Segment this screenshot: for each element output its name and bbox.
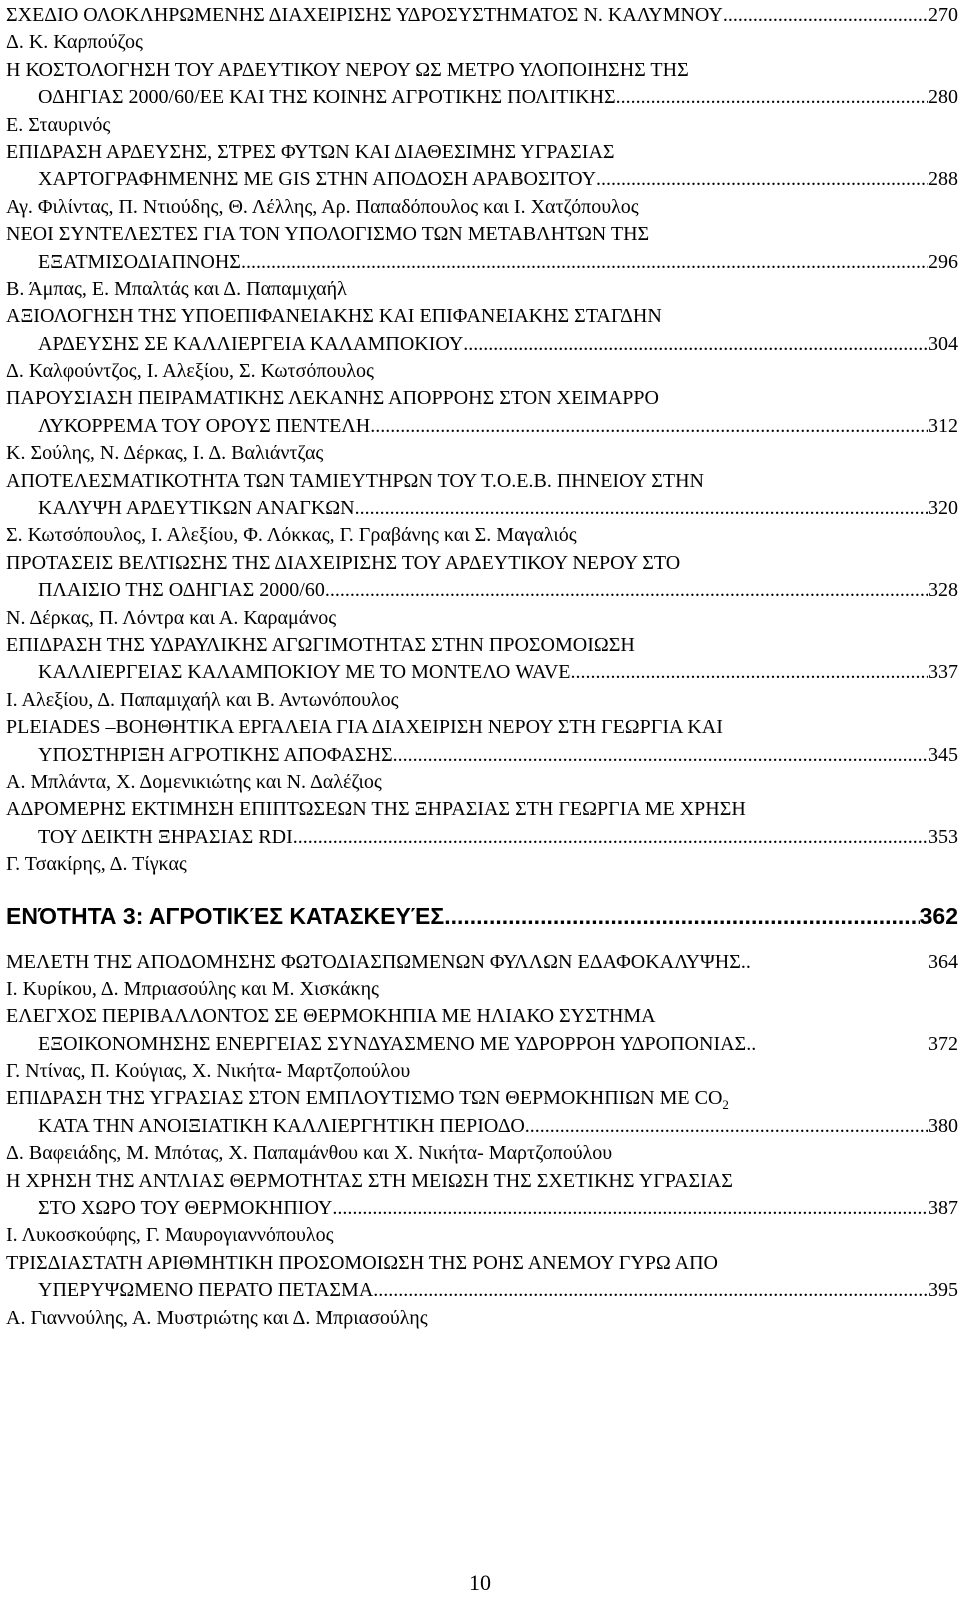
dot-leader bbox=[355, 495, 928, 522]
toc-page-number: 296 bbox=[928, 250, 958, 273]
toc-entry-line[interactable] bbox=[6, 166, 958, 193]
toc-page-number: 280 bbox=[928, 86, 958, 109]
toc-entry-title: ΚΑΤΑ ΤΗΝ ΑΝΟΙΞΙΑΤΙΚΗ ΚΑΛΛΙΕΡΓΗΤΙΚΗ ΠΕΡΙΟΔΟ bbox=[38, 1114, 525, 1137]
toc-authors: Β. Άμπας, Ε. Μπαλτάς και Δ. Παπαμιχαήλ bbox=[6, 277, 347, 300]
toc-entry-title: ΕΞΟΙΚΟΝΟΜΗΣΗΣ ΕΝΕΡΓΕΙΑΣ ΣΥΝΔΥΑΣΜΕΝΟ ΜΕ ΥΔΡΟΡΡΟΗ ΥΔΡΟΠΟΝΙΑΣ bbox=[38, 1032, 747, 1055]
toc-authors: Ι. Λυκοσκούφης, Γ. Μαυρογιαννόπουλος bbox=[6, 1224, 334, 1247]
dot-leader bbox=[370, 413, 928, 440]
toc-title-line[interactable]: PLEIADES –ΒΟΗΘΗΤΙΚΑ ΕΡΓΑΛΕΙΑ ΓΙΑ ΔΙΑΧΕΙΡΙΣΗ ΝΕΡΟΥ ΣΤΗ ΓΕΩΡΓΙΑ ΚΑΙ bbox=[6, 716, 723, 739]
toc-entry-title: ΜΕΛΕΤΗ ΤΗΣ ΑΠΟΔΟΜΗΣΗΣ ΦΩΤΟΔΙΑΣΠΩΜΕΝΩΝ ΦΥΛΛΩΝ ΕΔΑΦΟΚΑΛΥΨΗΣ bbox=[6, 950, 741, 973]
dot-leader bbox=[571, 659, 928, 686]
dot-leader bbox=[393, 742, 928, 769]
toc-entry-line[interactable] bbox=[6, 742, 958, 769]
table-of-contents bbox=[6, 2, 958, 1332]
toc-authors: Α. Μπλάντα, Χ. Δομενικιώτης και Ν. Δαλέζιος bbox=[6, 770, 382, 793]
toc-title-line[interactable]: ΑΔΡΟΜΕΡΗΣ ΕΚΤΙΜΗΣΗ ΕΠΙΠΤΩΣΕΩΝ ΤΗΣ ΞΗΡΑΣΙΑΣ ΣΤΗ ΓΕΩΡΓΙΑ ΜΕ ΧΡΗΣΗ bbox=[6, 798, 746, 821]
toc-entry-line[interactable] bbox=[6, 495, 958, 522]
toc-entry-line[interactable] bbox=[6, 1277, 958, 1304]
toc-page-number: 270 bbox=[928, 4, 958, 26]
toc-part-2a bbox=[6, 949, 958, 1086]
toc-authors: Σ. Κωτσόπουλος, Ι. Αλεξίου, Φ. Λόκκας, Γ. Γραβάνης και Σ. Μαγαλιός bbox=[6, 524, 577, 547]
toc-authors: Δ. Βαφειάδης, Μ. Μπότας, Χ. Παπαμάνθου και Χ. Νικήτα- Μαρτζοπούλου bbox=[6, 1142, 613, 1165]
toc-entry-line[interactable] bbox=[6, 2, 958, 29]
toc-entry-title: ΕΞΑΤΜΙΣΟΔΙΑΠΝΟΗΣ bbox=[38, 250, 241, 273]
toc-authors: Γ. Τσακίρης, Δ. Τίγκας bbox=[6, 853, 187, 876]
dot-leader bbox=[332, 1195, 928, 1222]
toc-page-number: 372 bbox=[928, 1032, 958, 1055]
toc-entry-title: ΑΡΔΕΥΣΗΣ ΣΕ ΚΑΛΛΙΕΡΓΕΙΑ ΚΑΛΑΜΠΟΚΙΟΥ bbox=[38, 332, 464, 355]
dot-leader bbox=[325, 577, 928, 604]
dot-leader bbox=[596, 166, 928, 193]
toc-entry-line[interactable] bbox=[6, 331, 958, 358]
toc-authors: Γ. Ντίνας, Π. Κούγιας, Χ. Νικήτα- Μαρτζοπούλου bbox=[6, 1060, 411, 1083]
toc-title-line[interactable]: Η ΧΡΗΣΗ ΤΗΣ ΑΝΤΛΙΑΣ ΘΕΡΜΟΤΗΤΑΣ ΣΤΗ ΜΕΙΩΣΗ ΤΗΣ ΣΧΕΤΙΚΗΣ ΥΓΡΑΣΙΑΣ bbox=[6, 1169, 733, 1192]
toc-part-2b bbox=[6, 1113, 958, 1332]
dot-leader bbox=[463, 331, 928, 358]
toc-authors: Ν. Δέρκας, Π. Λόντρα και Α. Καραμάνος bbox=[6, 606, 337, 629]
toc-title-line[interactable] bbox=[6, 1085, 958, 1112]
dot-leader bbox=[293, 824, 928, 851]
section-heading[interactable] bbox=[6, 901, 958, 931]
toc-authors: Α. Γιαννούλης, Α. Μυστριώτης και Δ. Μπριασούλης bbox=[6, 1306, 428, 1329]
dot-leader bbox=[746, 1031, 928, 1058]
dot-leader bbox=[616, 84, 928, 111]
toc-page-number: 288 bbox=[928, 168, 958, 191]
toc-entry-title: ΥΠΟΣΤΗΡΙΞΗ ΑΓΡΟΤΙΚΗΣ ΑΠΟΦΑΣΗΣ bbox=[38, 743, 393, 766]
toc-entry-title: ΧΑΡΤΟΓΡΑΦΗΜΕΝΗΣ ΜΕ GIS ΣΤΗΝ ΑΠΟΔΟΣΗ ΑΡΑΒΟΣΙΤΟΥ bbox=[38, 168, 597, 191]
toc-page-number: 395 bbox=[928, 1279, 958, 1302]
page-number-footer: 10 bbox=[469, 1570, 491, 1595]
toc-page-number: 320 bbox=[928, 497, 958, 520]
toc-authors: Κ. Σούλης, Ν. Δέρκας, Ι. Δ. Βαλιάντζας bbox=[6, 442, 324, 465]
toc-authors: Δ. Κ. Καρπούζος bbox=[6, 31, 143, 54]
toc-entry-title: ΤΟΥ ΔΕΙΚΤΗ ΞΗΡΑΣΙΑΣ RDI bbox=[38, 825, 293, 848]
dot-leader bbox=[525, 1113, 928, 1140]
toc-page-number: 364 bbox=[928, 950, 958, 973]
toc-entry-line[interactable] bbox=[6, 1031, 958, 1058]
dot-leader bbox=[241, 249, 928, 276]
toc-authors: Ι. Κυρίκου, Δ. Μπριασούλης και Μ. Χισκάκης bbox=[6, 977, 379, 1000]
toc-title-line[interactable]: ΤΡΙΣΔΙΑΣΤΑΤΗ ΑΡΙΘΜΗΤΙΚΗ ΠΡΟΣΟΜΟΙΩΣΗ ΤΗΣ ΡΟΗΣ ΑΝΕΜΟΥ ΓΥΡΩ ΑΠΟ bbox=[6, 1251, 718, 1274]
toc-part-1 bbox=[6, 2, 958, 879]
toc-entry-line[interactable] bbox=[6, 949, 958, 976]
toc-title-line[interactable]: ΠΡΟΤΑΣΕΙΣ ΒΕΛΤΙΩΣΗΣ ΤΗΣ ΔΙΑΧΕΙΡΙΣΗΣ ΤΟΥ ΑΡΔΕΥΤΙΚΟΥ ΝΕΡΟΥ ΣΤΟ bbox=[6, 551, 681, 574]
dot-leader bbox=[444, 901, 919, 931]
toc-page-number: 304 bbox=[928, 332, 958, 355]
toc-authors: Αγ. Φιλίντας, Π. Ντιούδης, Θ. Λέλλης, Αρ. Παπαδόπουλος και Ι. Χατζόπουλος bbox=[6, 195, 639, 218]
toc-entry-line[interactable] bbox=[6, 84, 958, 111]
toc-title-line[interactable]: ΕΠΙΔΡΑΣΗ ΤΗΣ ΥΔΡΑΥΛΙΚΗΣ ΑΓΩΓΙΜΟΤΗΤΑΣ ΣΤΗΝ ΠΡΟΣΟΜΟΙΩΣΗ bbox=[6, 633, 635, 656]
toc-entry-title: ΠΛΑΙΣΙΟ ΤΗΣ ΟΔΗΓΙΑΣ 2000/60 bbox=[38, 579, 325, 602]
toc-authors: Δ. Καλφούντζος, Ι. Αλεξίου, Σ. Κωτσόπουλος bbox=[6, 360, 374, 383]
toc-entry-title: ΟΔΗΓΙΑΣ 2000/60/ΕΕ ΚΑΙ ΤΗΣ ΚΟΙΝΗΣ ΑΓΡΟΤΙΚΗΣ ΠΟΛΙΤΙΚΗΣ bbox=[38, 86, 616, 109]
toc-page-number: 312 bbox=[928, 414, 958, 437]
toc-title-line[interactable]: ΝΕΟΙ ΣΥΝΤΕΛΕΣΤΕΣ ΓΙΑ ΤΟΝ ΥΠΟΛΟΓΙΣΜΟ ΤΩΝ ΜΕΤΑΒΛΗΤΩΝ ΤΗΣ bbox=[6, 223, 650, 246]
toc-entry-title: ΣΧΕΔΙΟ ΟΛΟΚΛΗΡΩΜΕΝΗΣ ΔΙΑΧΕΙΡΙΣΗΣ ΥΔΡΟΣΥΣΤΗΜΑΤΟΣ Ν. ΚΑΛΥΜΝΟΥ bbox=[6, 4, 723, 26]
toc-title-line[interactable]: Η ΚΟΣΤΟΛΟΓΗΣΗ ΤΟΥ ΑΡΔΕΥΤΙΚΟΥ ΝΕΡΟΥ ΩΣ ΜΕΤΡΟ ΥΛΟΠΟΙΗΣΗΣ ΤΗΣ bbox=[6, 58, 689, 81]
toc-entry-title: ΛΥΚΟΡΡΕΜΑ ΤΟΥ ΟΡΟΥΣ ΠΕΝΤΕΛΗ bbox=[38, 414, 371, 437]
toc-entry-line[interactable] bbox=[6, 413, 958, 440]
toc-authors: Ι. Αλεξίου, Δ. Παπαμιχαήλ και Β. Αντωνόπουλος bbox=[6, 688, 399, 711]
toc-entry-title: ΣΤΟ ΧΩΡΟ ΤΟΥ ΘΕΡΜΟΚΗΠΙΟΥ bbox=[38, 1197, 333, 1220]
dot-leader bbox=[741, 949, 928, 976]
toc-entry-line[interactable] bbox=[6, 659, 958, 686]
toc-entry-title: ΕΠΙΔΡΑΣΗ ΤΗΣ ΥΓΡΑΣΙΑΣ ΣΤΟΝ ΕΜΠΛΟΥΤΙΣΜΟ ΤΩΝ ΘΕΡΜΟΚΗΠΙΩΝ ΜΕ $CO_2$ bbox=[6, 1087, 729, 1113]
toc-authors: Ε. Σταυρινός bbox=[6, 113, 111, 136]
toc-page-number: 328 bbox=[928, 579, 958, 602]
toc-title-line[interactable]: ΕΛΕΓΧΟΣ ΠΕΡΙΒΑΛΛΟΝΤΟΣ ΣΕ ΘΕΡΜΟΚΗΠΙΑ ΜΕ ΗΛΙΑΚΟ ΣΥΣΤΗΜΑ bbox=[6, 1005, 656, 1028]
toc-entry-title: ΚΑΛΛΙΕΡΓΕΙΑΣ ΚΑΛΑΜΠΟΚΙΟΥ ΜΕ ΤΟ ΜΟΝΤΕΛΟ WAVE bbox=[38, 661, 571, 684]
toc-entry-title: ΚΑΛΥΨΗ ΑΡΔΕΥΤΙΚΩΝ ΑΝΑΓΚΩΝ bbox=[38, 497, 355, 520]
toc-entry-line[interactable] bbox=[6, 249, 958, 276]
toc-page-number: 387 bbox=[928, 1197, 958, 1220]
toc-title-line[interactable]: ΕΠΙΔΡΑΣΗ ΑΡΔΕΥΣΗΣ, ΣΤΡΕΣ ΦΥΤΩΝ ΚΑΙ ΔΙΑΘΕΣΙΜΗΣ ΥΓΡΑΣΙΑΣ bbox=[6, 140, 615, 163]
toc-entry-line[interactable] bbox=[6, 1195, 958, 1222]
subscript-2: 2 bbox=[722, 1097, 729, 1113]
toc-page-number: 337 bbox=[928, 661, 958, 684]
section-page-number: 362 bbox=[919, 902, 958, 929]
section-title: ΕΝΌΤΗΤΑ 3: ΑΓΡΟΤΙΚΈΣ ΚΑΤΑΣΚΕΥΈΣ bbox=[6, 902, 445, 929]
toc-page-number: 353 bbox=[928, 825, 958, 848]
toc-title-line[interactable]: ΑΠΟΤΕΛΕΣΜΑΤΙΚΟΤΗΤΑ ΤΩΝ ΤΑΜΙΕΥΤΗΡΩΝ ΤΟΥ Τ.Ο.Ε.Β. ΠΗΝΕΙΟΥ ΣΤΗΝ bbox=[6, 469, 704, 492]
toc-title-line[interactable]: ΠΑΡΟΥΣΙΑΣΗ ΠΕΙΡΑΜΑΤΙΚΗΣ ΛΕΚΑΝΗΣ ΑΠΟΡΡΟΗΣ ΣΤΟΝ ΧΕΙΜΑΡΡΟ bbox=[6, 387, 659, 410]
toc-entry-title: ΥΠΕΡΥΨΩΜΕΝΟ ΠΕΡΑΤΟ ΠΕΤΑΣΜΑ bbox=[38, 1279, 374, 1302]
toc-entry-line[interactable] bbox=[6, 824, 958, 851]
toc-title-line[interactable]: ΑΞΙΟΛΟΓΗΣΗ ΤΗΣ ΥΠΟΕΠΙΦΑΝΕΙΑΚΗΣ ΚΑΙ ΕΠΙΦΑΝΕΙΑΚΗΣ ΣΤΑΓΔΗΝ bbox=[6, 305, 662, 328]
toc-entry-line[interactable] bbox=[6, 577, 958, 604]
dot-leader bbox=[723, 2, 928, 29]
toc-page-number: 345 bbox=[928, 743, 958, 766]
toc-page-number: 380 bbox=[928, 1114, 958, 1137]
toc-entry-line[interactable] bbox=[6, 1113, 958, 1140]
dot-leader bbox=[373, 1277, 928, 1304]
